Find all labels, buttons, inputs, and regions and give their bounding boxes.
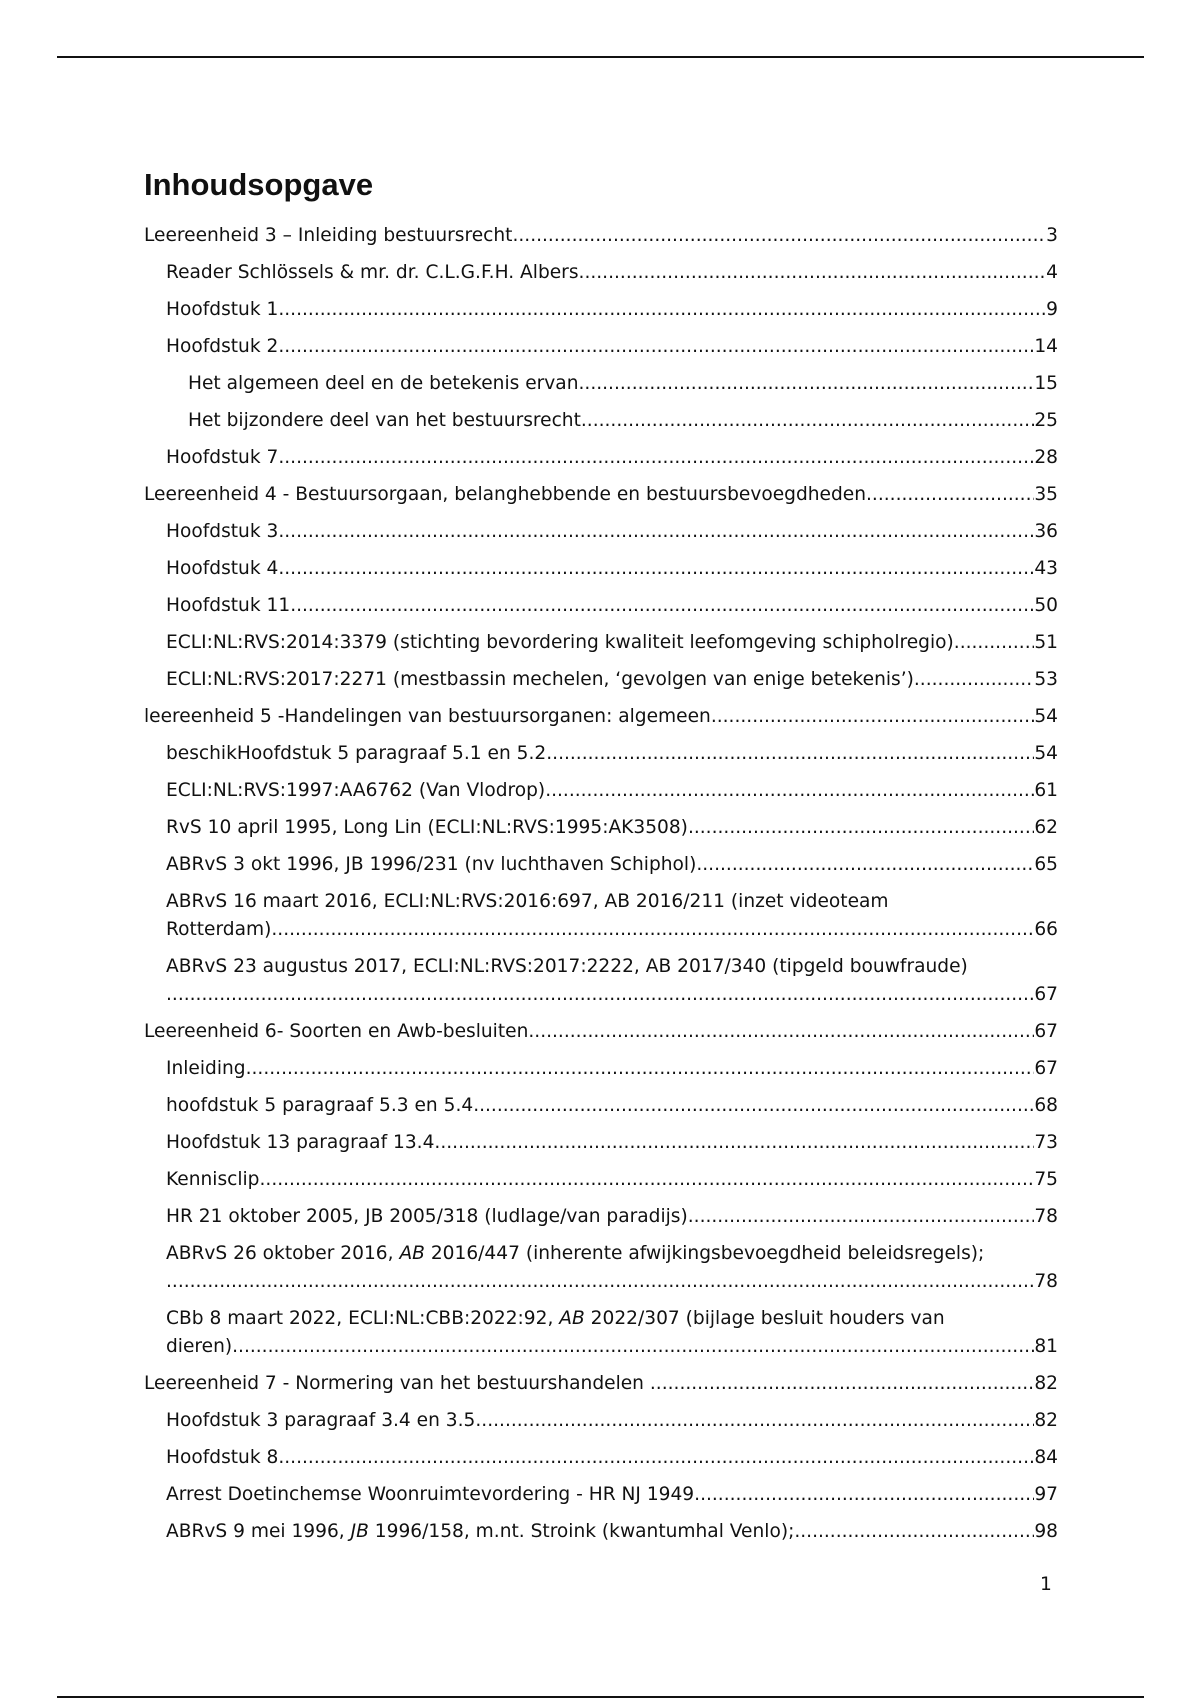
toc-leader	[711, 703, 1035, 731]
page-title: Inhoudsopgave	[144, 167, 374, 202]
toc-entry[interactable]	[144, 814, 1058, 842]
toc-leader	[696, 851, 1034, 879]
toc-leader	[166, 981, 1034, 1009]
title-italic: AB	[399, 1243, 425, 1264]
toc-entry-title: Het bijzondere deel van het bestuursrecht	[188, 410, 581, 431]
toc-entry-page: 78	[1034, 1271, 1058, 1292]
toc-leader	[278, 1444, 1034, 1472]
toc-leader	[232, 1333, 1034, 1361]
toc-entry[interactable]	[144, 1092, 1058, 1120]
toc-leader	[579, 370, 1035, 398]
toc-entry-page: 66	[1034, 919, 1058, 940]
toc-entry-page: 25	[1034, 410, 1058, 431]
toc-entry-title-line1	[166, 1240, 1058, 1268]
toc-leader	[866, 481, 1034, 509]
toc-entry[interactable]	[144, 666, 1058, 694]
toc-entry-page: 82	[1034, 1373, 1058, 1394]
toc-leader	[794, 1518, 1034, 1546]
toc-entry-page: 67	[1034, 1021, 1058, 1042]
toc-leader	[579, 259, 1047, 287]
toc-leader	[278, 296, 1046, 324]
toc-entry[interactable]	[144, 1481, 1058, 1509]
toc-leader	[581, 407, 1034, 435]
title-text: 2022/307 (bijlage besluit houders van	[584, 1308, 945, 1329]
toc-entry-title: Het algemeen deel en de betekenis ervan	[188, 373, 579, 394]
toc-leader	[650, 1370, 1034, 1398]
toc-entry-page: 54	[1034, 743, 1058, 764]
toc-entry[interactable]	[144, 1018, 1058, 1046]
toc-leader	[434, 1129, 1034, 1157]
toc-leader	[260, 1166, 1035, 1194]
title-italic: AB	[559, 1308, 585, 1329]
toc-entry-title: HR 21 oktober 2005, JB 2005/318 (ludlage/van paradijs)	[166, 1206, 688, 1227]
toc-entry-page: 67	[1034, 984, 1058, 1005]
page-number: 1	[1040, 1574, 1052, 1595]
toc-leader	[694, 1481, 1034, 1509]
toc-entry[interactable]	[144, 444, 1058, 472]
toc-entry[interactable]	[144, 592, 1058, 620]
title-text: ABRvS 26 oktober 2016,	[166, 1243, 400, 1264]
toc-entry[interactable]	[144, 1166, 1058, 1194]
toc-entry-page: 68	[1034, 1095, 1058, 1116]
toc-entry[interactable]	[144, 518, 1058, 546]
title-text: 2016/447 (inherente afwijkingsbevoegdheid beleidsregels);	[424, 1243, 985, 1264]
toc-entry-title: Hoofdstuk 4	[166, 558, 279, 579]
toc-entry-page: 81	[1034, 1336, 1058, 1357]
toc-entry[interactable]	[144, 1240, 1058, 1296]
toc-entry-page: 35	[1034, 484, 1058, 505]
toc-entry[interactable]	[144, 629, 1058, 657]
toc-entry[interactable]	[144, 740, 1058, 768]
toc-leader	[473, 1092, 1034, 1120]
toc-entry[interactable]	[144, 1129, 1058, 1157]
toc-entry-page: 43	[1034, 558, 1058, 579]
toc-entry-title: hoofdstuk 5 paragraaf 5.3 en 5.4	[166, 1095, 474, 1116]
toc-entry[interactable]	[144, 1203, 1058, 1231]
toc-entry[interactable]	[144, 1518, 1058, 1546]
toc-entry[interactable]	[144, 1444, 1058, 1472]
toc-entry[interactable]	[144, 333, 1058, 361]
toc-leader	[688, 1203, 1035, 1231]
table-of-contents	[144, 165, 1058, 1555]
title-text: CBb 8 maart 2022, ECLI:NL:CBB:2022:92,	[166, 1308, 560, 1329]
toc-entry-page: 61	[1034, 780, 1058, 801]
toc-leader	[914, 666, 1034, 694]
toc-entry-title: Hoofdstuk 8	[166, 1447, 279, 1468]
toc-entry[interactable]	[144, 777, 1058, 805]
header-rule	[57, 56, 1144, 58]
toc-entry[interactable]	[144, 1370, 1058, 1398]
toc-entry[interactable]	[144, 407, 1058, 435]
toc-leader	[278, 555, 1034, 583]
toc-leader	[290, 592, 1034, 620]
toc-entry[interactable]	[144, 1055, 1058, 1083]
toc-entry-page: 3	[1046, 225, 1058, 246]
toc-leader	[512, 222, 1046, 250]
toc-entry-page: 36	[1034, 521, 1058, 542]
toc-entry-title: Hoofdstuk 7	[166, 447, 279, 468]
toc-leader	[278, 444, 1034, 472]
toc-entry-title: Reader Schlössels & mr. dr. C.L.G.F.H. Albers	[166, 262, 579, 283]
toc-entry-title	[166, 1518, 794, 1546]
toc-entry-title: Hoofdstuk 3	[166, 521, 279, 542]
toc-entry-page: 54	[1034, 706, 1058, 727]
toc-entry-title: Arrest Doetinchemse Woonruimtevordering - HR NJ 1949	[166, 1484, 695, 1505]
toc-entry[interactable]	[144, 888, 1058, 944]
toc-entry[interactable]	[144, 1305, 1058, 1361]
toc-entry-title: ECLI:NL:RVS:2017:2271 (mestbassin mechelen, ‘gevolgen van enige betekenis’)	[166, 669, 914, 690]
toc-entry-page: 82	[1034, 1410, 1058, 1431]
toc-entry-page: 53	[1034, 669, 1058, 690]
toc-entry-title-line2: Rotterdam)	[166, 919, 272, 940]
title-text: ABRvS 9 mei 1996,	[166, 1521, 351, 1542]
toc-leader	[528, 1018, 1034, 1046]
toc-leader	[166, 1268, 1034, 1296]
toc-entry[interactable]	[144, 370, 1058, 398]
toc-entry-title: Inleiding	[166, 1058, 246, 1079]
toc-entry-page: 51	[1034, 632, 1058, 653]
toc-entry[interactable]	[144, 851, 1058, 879]
title-text: 1996/158, m.nt. Stroink (kwantumhal Venlo);	[368, 1521, 795, 1542]
toc-entry-title: Leereenheid 4 - Bestuursorgaan, belanghebbende en bestuursbevoegdheden	[144, 484, 867, 505]
footer-rule	[57, 1696, 1144, 1698]
toc-entry-page: 98	[1034, 1521, 1058, 1542]
toc-entry-page: 84	[1034, 1447, 1058, 1468]
toc-entry-page: 15	[1034, 373, 1058, 394]
toc-entry-page: 97	[1034, 1484, 1058, 1505]
toc-entry-page: 28	[1034, 447, 1058, 468]
toc-leader	[546, 740, 1034, 768]
toc-entry-title: RvS 10 april 1995, Long Lin (ECLI:NL:RVS:1995:AK3508)	[166, 817, 688, 838]
toc-entry-title: Hoofdstuk 2	[166, 336, 279, 357]
toc-entry-page: 75	[1034, 1169, 1058, 1190]
toc-entry-title: Leereenheid 7 - Normering van het bestuurshandelen	[144, 1373, 650, 1394]
toc-leader	[278, 518, 1034, 546]
toc-entry-page: 14	[1034, 336, 1058, 357]
toc-entry-title: Hoofdstuk 3 paragraaf 3.4 en 3.5	[166, 1410, 476, 1431]
toc-entry-title-line1: ABRvS 23 augustus 2017, ECLI:NL:RVS:2017:2222, AB 2017/340 (tipgeld bouwfraude)	[166, 956, 968, 977]
toc-entry-title-line1: ABRvS 16 maart 2016, ECLI:NL:RVS:2016:697, AB 2016/211 (inzet videoteam	[166, 891, 889, 912]
toc-entry[interactable]	[144, 296, 1058, 324]
toc-entry-page: 9	[1046, 299, 1058, 320]
toc-entry-page: 4	[1046, 262, 1058, 283]
toc-entry-title: Kennisclip	[166, 1169, 260, 1190]
toc-entry-title: ECLI:NL:RVS:2014:3379 (stichting bevordering kwaliteit leefomgeving schipholregio)	[166, 632, 954, 653]
toc-entry-page: 67	[1034, 1058, 1058, 1079]
toc-leader	[688, 814, 1034, 842]
toc-entry-title-line1	[166, 1305, 1058, 1333]
toc-leader	[278, 333, 1034, 361]
toc-leader	[271, 916, 1034, 944]
toc-entry-title: Leereenheid 6- Soorten en Awb-besluiten	[144, 1021, 529, 1042]
toc-entry[interactable]	[144, 555, 1058, 583]
toc-entry[interactable]	[144, 703, 1058, 731]
toc-entry-title: ABRvS 3 okt 1996, JB 1996/231 (nv luchthaven Schiphol)	[166, 854, 697, 875]
toc-entry[interactable]	[144, 1407, 1058, 1435]
toc-entry[interactable]	[144, 481, 1058, 509]
toc-entry[interactable]	[144, 259, 1058, 287]
toc-entry-title: beschikHoofdstuk 5 paragraaf 5.1 en 5.2	[166, 743, 547, 764]
toc-leader	[545, 777, 1034, 805]
toc-leader	[954, 629, 1035, 657]
toc-entry-page: 50	[1034, 595, 1058, 616]
toc-entry-title: Hoofdstuk 1	[166, 299, 279, 320]
toc-entry-title: Leereenheid 3 – Inleiding bestuursrecht	[144, 225, 513, 246]
toc-entry-page: 73	[1034, 1132, 1058, 1153]
toc-entry-title: leereenheid 5 -Handelingen van bestuursorganen: algemeen	[144, 706, 711, 727]
toc-leader	[246, 1055, 1035, 1083]
toc-entry[interactable]	[144, 222, 1058, 250]
toc-entry-page: 65	[1034, 854, 1058, 875]
toc-entry-title: Hoofdstuk 13 paragraaf 13.4	[166, 1132, 435, 1153]
toc-entry-title: Hoofdstuk 11	[166, 595, 291, 616]
toc-entry-title: ECLI:NL:RVS:1997:AA6762 (Van Vlodrop)	[166, 780, 546, 801]
toc-entry-page: 78	[1034, 1206, 1058, 1227]
title-italic: JB	[350, 1521, 369, 1542]
toc-entry[interactable]	[144, 953, 1058, 1009]
toc-leader	[475, 1407, 1034, 1435]
toc-entry-page: 62	[1034, 817, 1058, 838]
toc-entry-title-line2: dieren)	[166, 1336, 233, 1357]
